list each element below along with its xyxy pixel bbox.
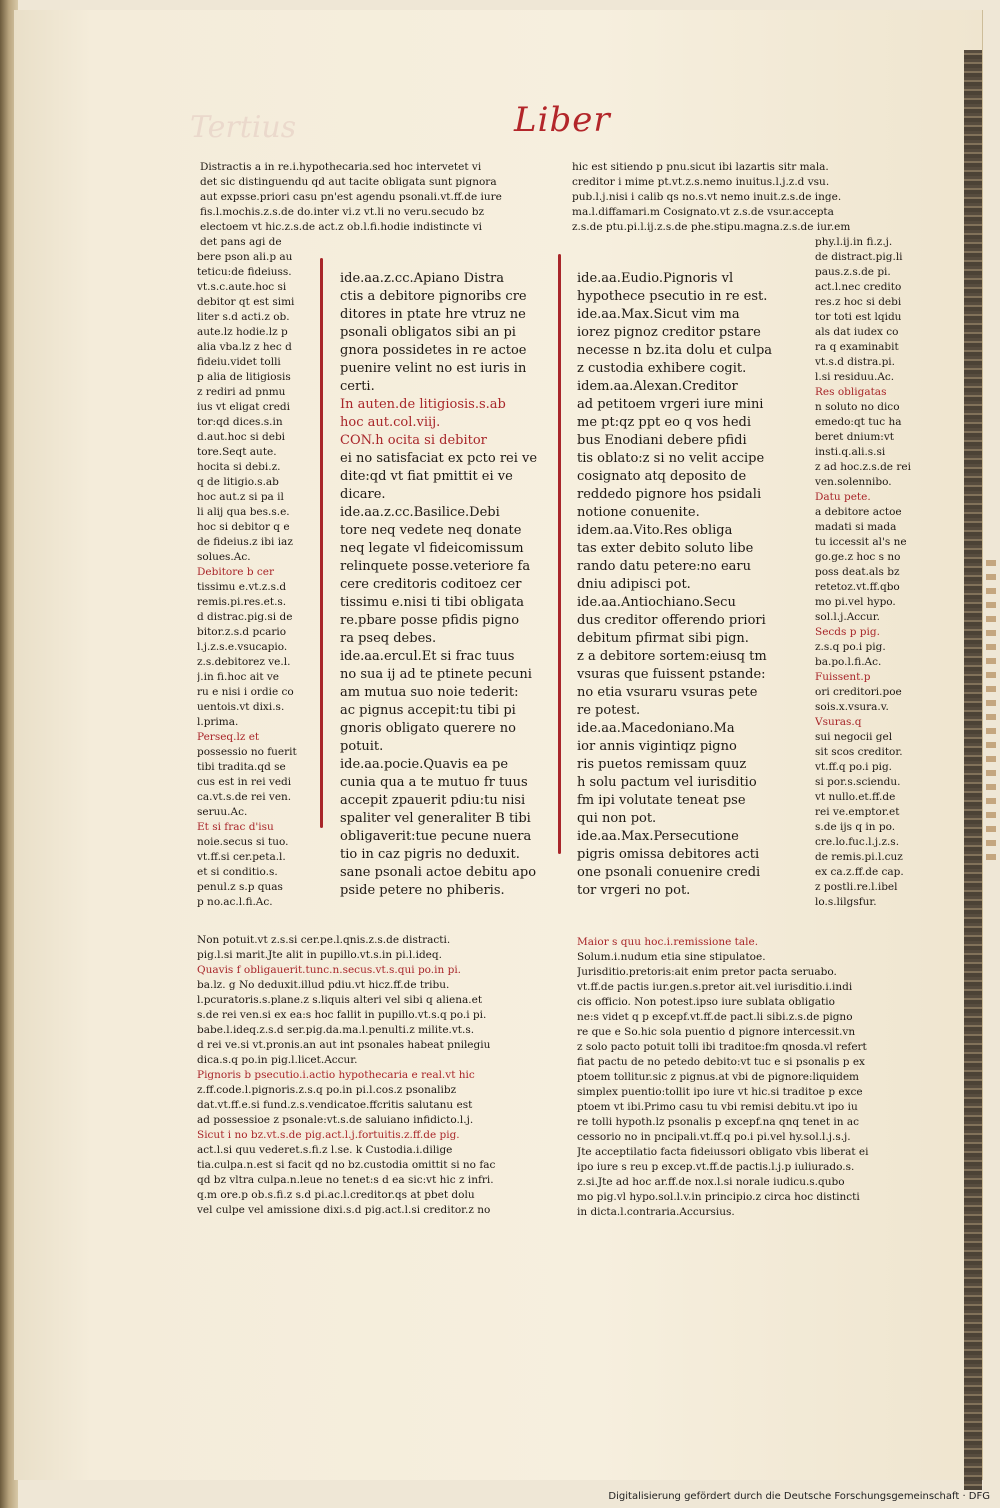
text-line: z rediri ad pnmu (197, 386, 286, 398)
text-line: cis officio. Non potest.ipso iure sublata obligatio (577, 996, 835, 1008)
text-line: act.l.si quu vederet.s.fi.z l.se. k Custodia.i.dilige (197, 1144, 453, 1156)
text-line: go.ge.z hoc s no (815, 551, 901, 563)
text-line: hocita si debi.z. (197, 461, 281, 473)
text-line: gnoris obligato querere no (340, 721, 516, 736)
text-line: lo.s.lilgsfur. (815, 896, 877, 908)
text-line: de remis.pi.l.cuz (815, 851, 903, 863)
text-line: tissimu e.nisi ti tibi obligata (340, 595, 525, 610)
text-line: fm ipi volutate teneat pse (577, 793, 746, 808)
main-text-left-column (340, 270, 537, 900)
text-line: ide.aa.Max.Persecutione (577, 829, 739, 844)
text-line: q de litigio.s.ab (197, 476, 279, 488)
text-line: Jte acceptilatio facta fideiussori obligato vbis liberat ei (577, 1146, 869, 1158)
text-line: tor toti est lqidu (815, 311, 902, 323)
text-line: Fuissent.p (815, 671, 871, 683)
text-line: aute.lz hodie.lz p (197, 326, 288, 338)
text-line: dniu adipisci pot. (577, 577, 691, 592)
text-line: z postli.re.l.ibel (815, 881, 898, 893)
text-line: vt.ff.q po.i pig. (815, 761, 893, 773)
text-line: hoc aut.z si pa il (197, 491, 284, 503)
margin-marks (986, 560, 996, 860)
text-line: Jurisditio.pretoris:ait enim pretor pacta seruabo. (577, 966, 837, 978)
text-line: tore neq vedete neq donate (340, 523, 522, 538)
text-line: z.s.q po.i pig. (815, 641, 886, 653)
text-line: z custodia exhibere cogit. (577, 361, 747, 376)
text-line: ior annis vigintiqz pigno (577, 739, 737, 754)
text-line: ide.aa.ercul.Et si frac tuus (340, 649, 515, 664)
text-line: creditor i mime pt.vt.z.s.nemo inuitus.l.j.z.d vsu. (572, 176, 830, 188)
gloss-top-left (200, 160, 502, 250)
text-line: det sic distinguendu qd aut tacite obligata sunt pignora (200, 176, 497, 188)
text-line: In auten.de litigiosis.s.ab (340, 397, 506, 412)
text-line: cunia qua a te mutuo fr tuus (340, 775, 528, 790)
text-line: d.aut.hoc si debi (197, 431, 286, 443)
text-line: idem.aa.Vito.Res obliga (577, 523, 733, 538)
text-line: res.z hoc si debi (815, 296, 902, 308)
text-line: tore.Seqt aute. (197, 446, 277, 458)
text-line: relinquete posse.veteriore fa (340, 559, 531, 574)
text-line: pside petere no phiberis. (340, 883, 505, 898)
text-line: pub.l.j.nisi i calib qs no.s.vt nemo inuit.z.s.de inge. (572, 191, 842, 203)
text-line: tor:qd dices.s.in (197, 416, 283, 428)
text-line: qui non pot. (577, 811, 657, 826)
text-line: q.m ore.p ob.s.fi.z s.d pi.ac.l.creditor.qs at pbet dolu (197, 1189, 475, 1201)
text-line: retetoz.vt.ff.qbo (815, 581, 900, 593)
text-line: tor vrgeri no pot. (577, 883, 691, 898)
text-line: de distract.pig.li (815, 251, 903, 263)
text-line: Vsuras.q (815, 716, 862, 728)
text-line: vt.s.d distra.pi. (815, 356, 895, 368)
text-line: alia vba.lz z hec d (197, 341, 292, 353)
gloss-top-right (572, 160, 850, 235)
text-line: ptoem vt ibi.Primo casu tu vbi remisi debitu.vt ipo iu (577, 1101, 858, 1113)
text-line: p no.ac.l.fi.Ac. (197, 896, 273, 908)
text-line: j.in fi.hoc ait ve (197, 671, 280, 683)
text-line: pigris omissa debitores acti (577, 847, 760, 862)
text-line: a debitore actoe (815, 506, 902, 518)
text-line: z.si.Jte ad hoc ar.ff.de nox.l.si norale iudicu.s.qubo (577, 1176, 845, 1188)
text-line: insti.q.ali.s.si (815, 446, 886, 458)
text-line: ra pseq debes. (340, 631, 437, 646)
text-line: Datu pete. (815, 491, 871, 503)
text-line: paus.z.s.de pi. (815, 266, 891, 278)
text-line: ra q examinabit (815, 341, 899, 353)
text-line: solues.Ac. (197, 551, 251, 563)
text-line: bus Enodiani debere pfidi (577, 433, 747, 448)
text-line: reddedo pignore hos psidali (577, 487, 762, 502)
text-line: re tolli hypoth.lz psonalis p excepf.na qnq tenet in ac (577, 1116, 860, 1128)
text-line: fiat pactu de no petedo debito:vt tuc e si psonalis p ex (577, 1056, 865, 1068)
text-line: bitor.z.s.d pcario (197, 626, 287, 638)
show-through-text: Tertius (190, 110, 297, 145)
text-line: uentois.vt dixi.s. (197, 701, 285, 713)
text-line: notione conuenite. (577, 505, 700, 520)
text-line: l.pcuratoris.s.plane.z s.liquis alteri vel sibi q aliena.et (197, 994, 483, 1006)
text-line: det pans agi de (200, 236, 282, 248)
text-line: l.si residuu.Ac. (815, 371, 895, 383)
text-line: accepit zpauerit pdiu:tu nisi (340, 793, 526, 808)
text-line: idem.aa.Alexan.Creditor (577, 379, 738, 394)
text-line: z solo pacto potuit tolli ibi traditoe:fm qnosda.vl refert (577, 1041, 867, 1053)
text-line: n soluto no dico (815, 401, 900, 413)
text-line: hypothece psecutio in re est. (577, 289, 768, 304)
text-line: ide.aa.Eudio.Pignoris vl (577, 271, 734, 286)
text-line: s.de rei ven.si ex ea:s hoc fallit in pupillo.vt.s.q po.i pi. (197, 1009, 487, 1021)
text-line: d rei ve.si vt.pronis.an aut int psonales habeat pnilegiu (197, 1039, 491, 1051)
text-line: Quavis f obligauerit.tunc.n.secus.vt.s.qui po.in pi. (197, 964, 462, 976)
text-line: hoc aut.col.viij. (340, 415, 441, 430)
text-line: rando datu petere:no earu (577, 559, 752, 574)
text-line: no etia vsuraru vsuras pete (577, 685, 758, 700)
text-line: me pt:qz ppt eo q vos hedi (577, 415, 752, 430)
text-line: cre.lo.fuc.l.j.z.s. (815, 836, 900, 848)
text-line: sois.x.vsura.v. (815, 701, 889, 713)
text-line: tio in caz pigris no deduxit. (340, 847, 520, 862)
gloss-bottom-right (577, 935, 869, 1220)
text-line: simplex puentio:tollit ipo iure vt hic.si traditoe p exce (577, 1086, 863, 1098)
text-line: vt nullo.et.ff.de (815, 791, 896, 803)
text-line: fis.l.mochis.z.s.de do.inter vi.z vt.li no veru.secudo bz (200, 206, 485, 218)
text-line: ide.aa.Antiochiano.Secu (577, 595, 736, 610)
text-line: h solu pactum vel iurisditio (577, 775, 757, 790)
text-line: emedo:qt tuc ha (815, 416, 902, 428)
text-line: babe.l.ideq.z.s.d ser.pig.da.ma.l.penulti.z milite.vt.s. (197, 1024, 475, 1036)
text-line: madati si mada (815, 521, 897, 533)
text-line: Distractis a in re.i.hypothecaria.sed hoc intervetet vi (200, 161, 482, 173)
text-line: obligaverit:tue pecune nuera (340, 829, 532, 844)
text-line: in dicta.l.contraria.Accursius. (577, 1206, 735, 1218)
text-line: sol.l.j.Accur. (815, 611, 881, 623)
text-line: certi. (340, 379, 375, 394)
text-line: dus creditor offerendo priori (577, 613, 766, 628)
text-line: Perseq.lz et (197, 731, 260, 743)
text-line: Secds p pig. (815, 626, 880, 638)
text-line: dat.vt.ff.e.si fund.z.s.vendicatoe.ffcritis salutanu est (197, 1099, 473, 1111)
page-edge (964, 50, 982, 1490)
text-line: necesse n bz.ita dolu et culpa (577, 343, 773, 358)
text-line: pig.l.si marit.Jte alit in pupillo.vt.s.in pi.l.ideq. (197, 949, 442, 961)
text-line: seruu.Ac. (197, 806, 248, 818)
text-line: debitum pfirmat sibi pign. (577, 631, 749, 646)
text-line: li alij qua bes.s.e. (197, 506, 290, 518)
text-line: no sua ij ad te ptinete pecuni (340, 667, 532, 682)
page-header: Liber (514, 100, 611, 140)
text-line: Pignoris b psecutio.i.actio hypothecaria e real.vt hic (197, 1069, 475, 1081)
text-line: z.s.debitorez ve.l. (197, 656, 291, 668)
text-line: ex ca.z.ff.de cap. (815, 866, 904, 878)
text-line: psonali obligatos sibi an pi (340, 325, 516, 340)
dfg-footer: Digitalisierung gefördert durch die Deutsche Forschungsgemeinschaft · DFG (608, 1491, 990, 1502)
text-line: tissimu e.vt.z.s.d (197, 581, 287, 593)
text-line: debitor qt est simi (197, 296, 295, 308)
text-line: dica.s.q po.in pig.l.licet.Accur. (197, 1054, 358, 1066)
text-line: ori creditori.poe (815, 686, 902, 698)
text-line: p alia de litigiosis (197, 371, 291, 383)
text-line: dite:qd vt fiat pmittit ei ve (340, 469, 513, 484)
text-line: gnora possidetes in re actoe (340, 343, 527, 358)
text-line: phy.l.ij.in fi.z.j. (815, 236, 893, 248)
main-text-right-column (577, 270, 772, 900)
text-line: ei no satisfaciat ex pcto rei ve (340, 451, 538, 466)
text-line: iorez pignoz creditor pstare (577, 325, 761, 340)
text-line: ba.lz. g No deduxit.illud pdiu.vt hicz.ff.de tribu. (197, 979, 450, 991)
text-line: et si conditio.s. (197, 866, 278, 878)
text-line: sane psonali actoe debitu apo (340, 865, 537, 880)
text-line: penul.z s.p quas (197, 881, 283, 893)
text-line: ctis a debitore pignoribs cre (340, 289, 527, 304)
text-line: mo pig.vl hypo.sol.l.v.in principio.z circa hoc distincti (577, 1191, 860, 1203)
text-line: am mutua suo noie tederit: (340, 685, 519, 700)
text-line: Non potuit.vt z.s.si cer.pe.l.qnis.z.s.de distracti. (197, 934, 451, 946)
text-line: sui negocii gel (815, 731, 893, 743)
text-line: tas exter debito soluto libe (577, 541, 754, 556)
text-line: aut expsse.priori casu pn'est agendu psonali.vt.ff.de iure (200, 191, 502, 203)
text-line: puenire velint no est iuris in (340, 361, 527, 376)
text-line: Res obligatas (815, 386, 887, 398)
text-line: hoc si debitor q e (197, 521, 290, 533)
text-line: spaliter vel generaliter B tibi (340, 811, 531, 826)
gloss-left-column (197, 250, 297, 910)
text-line: cere creditoris coditoez cer (340, 577, 522, 592)
text-line: s.de ijs q in po. (815, 821, 896, 833)
text-line: vt.s.c.aute.hoc si (197, 281, 287, 293)
text-line: poss deat.als bz (815, 566, 900, 578)
text-line: act.l.nec credito (815, 281, 902, 293)
text-line: ptoem tollitur.sic z pignus.at vbi de pignore:liquidem (577, 1071, 860, 1083)
text-line: vt.ff.si cer.peta.l. (197, 851, 286, 863)
text-line: fideiu.videt tolli (197, 356, 281, 368)
red-bracket (320, 258, 323, 828)
text-line: vel culpe vel amissione dixi.s.d pig.act.l.si creditor.z no (197, 1204, 491, 1216)
text-line: CON.h ocita si debitor (340, 433, 487, 448)
text-line: ac pignus accepit:tu tibi pi (340, 703, 516, 718)
text-line: electoem vt hic.z.s.de act.z ob.l.fi.hodie indistincte vi (200, 221, 482, 233)
text-line: rei ve.emptor.et (815, 806, 900, 818)
text-line: ditores in ptate hre vtruz ne (340, 307, 526, 322)
text-line: qd bz vltra culpa.n.leue no tenet:s d ea sic:vt hic z infri. (197, 1174, 494, 1186)
text-line: bere pson ali.p au (197, 251, 293, 263)
text-line: possessio no fuerit (197, 746, 297, 758)
text-line: tis oblato:z si no velit accipe (577, 451, 765, 466)
text-line: ne:s videt q p excepf.vt.ff.de pact.li sibi.z.s.de pigno (577, 1011, 853, 1023)
text-line: cus est in rei vedi (197, 776, 292, 788)
text-line: ide.aa.Macedoniano.Ma (577, 721, 735, 736)
text-line: dicare. (340, 487, 386, 502)
text-line: remis.pi.res.et.s. (197, 596, 287, 608)
text-line: ma.l.diffamari.m Cosignato.vt z.s.de vsur.accepta (572, 206, 834, 218)
text-line: liter s.d acti.z ob. (197, 311, 290, 323)
text-line: ca.vt.s.de rei ven. (197, 791, 292, 803)
text-line: ide.aa.z.cc.Basilice.Debi (340, 505, 500, 520)
text-line: sit scos creditor. (815, 746, 903, 758)
text-line: als dat iudex co (815, 326, 899, 338)
text-line: Et si frac d'isu (197, 821, 274, 833)
text-line: ven.solennibo. (815, 476, 892, 488)
text-line: ipo iure s reu p excep.vt.ff.de pactis.l.j.p iuliurado.s. (577, 1161, 855, 1173)
text-line: one psonali conuenire credi (577, 865, 761, 880)
text-line: teticu:de fideiuss. (197, 266, 292, 278)
text-line: neq legate vl fideicomissum (340, 541, 524, 556)
text-line: ad petitoem vrgeri iure mini (577, 397, 764, 412)
text-line: tu iccessit al's ne (815, 536, 907, 548)
text-line: Debitore b cer (197, 566, 274, 578)
gloss-bottom-left (197, 933, 495, 1218)
text-line: Solum.i.nudum etia sine stipulatoe. (577, 951, 766, 963)
text-line: cessorio no in pncipali.vt.ff.q po.i pi.vel hy.sol.l.j.s.j. (577, 1131, 851, 1143)
text-line: l.prima. (197, 716, 239, 728)
text-line: ru e nisi i ordie co (197, 686, 294, 698)
text-line: ad possessioe z psonale:vt.s.de saluiano infidicto.l.j. (197, 1114, 474, 1126)
text-line: vt.ff.de pactis iur.gen.s.pretor ait.vel iurisditio.i.indi (577, 981, 853, 993)
text-line: z a debitore sortem:eiusq tm (577, 649, 767, 664)
text-line: re potest. (577, 703, 641, 718)
red-bracket (558, 254, 561, 854)
text-line: Sicut i no bz.vt.s.de pig.act.l.j.fortuitis.z.ff.de pig. (197, 1129, 460, 1141)
text-line: beret dnium:vt (815, 431, 894, 443)
text-line: potuit. (340, 739, 384, 754)
text-line: ius vt eligat credi (197, 401, 290, 413)
text-line: re que e So.hic sola puentio d pignore intercessit.vn (577, 1026, 856, 1038)
text-line: d distrac.pig.si de (197, 611, 293, 623)
text-line: noie.secus si tuo. (197, 836, 289, 848)
text-line: Maior s quu hoc.i.remissione tale. (577, 936, 759, 948)
gloss-right-column (815, 235, 911, 910)
text-line: cosignato atq deposito de (577, 469, 747, 484)
text-line: tia.culpa.n.est si facit qd no bz.custodia omittit si no fac (197, 1159, 496, 1171)
text-line: hic est sitiendo p pnu.sicut ibi lazartis sitr mala. (572, 161, 829, 173)
text-line: ide.aa.z.cc.Apiano Distra (340, 271, 505, 286)
text-line: ide.aa.pocie.Quavis ea pe (340, 757, 509, 772)
text-line: vsuras que fuissent pstande: (577, 667, 766, 682)
text-line: z.s.de ptu.pi.l.ij.z.s.de phe.stipu.magna.z.s.de iur.em (572, 221, 851, 233)
text-line: de fideius.z ibi iaz (197, 536, 293, 548)
text-line: z ad hoc.z.s.de rei (815, 461, 911, 473)
text-line: ide.aa.Max.Sicut vim ma (577, 307, 740, 322)
text-line: re.pbare posse pfidis pigno (340, 613, 520, 628)
text-line: ris puetos remissam quuz (577, 757, 747, 772)
text-line: si por.s.sciendu. (815, 776, 901, 788)
text-line: l.j.z.s.e.vsucapio. (197, 641, 288, 653)
text-line: mo pi.vel hypo. (815, 596, 896, 608)
text-line: tibi tradita.qd se (197, 761, 286, 773)
text-line: z.ff.code.l.pignoris.z.s.q po.in pi.l.cos.z psonalibz (197, 1084, 457, 1096)
text-line: ba.po.l.fi.Ac. (815, 656, 882, 668)
